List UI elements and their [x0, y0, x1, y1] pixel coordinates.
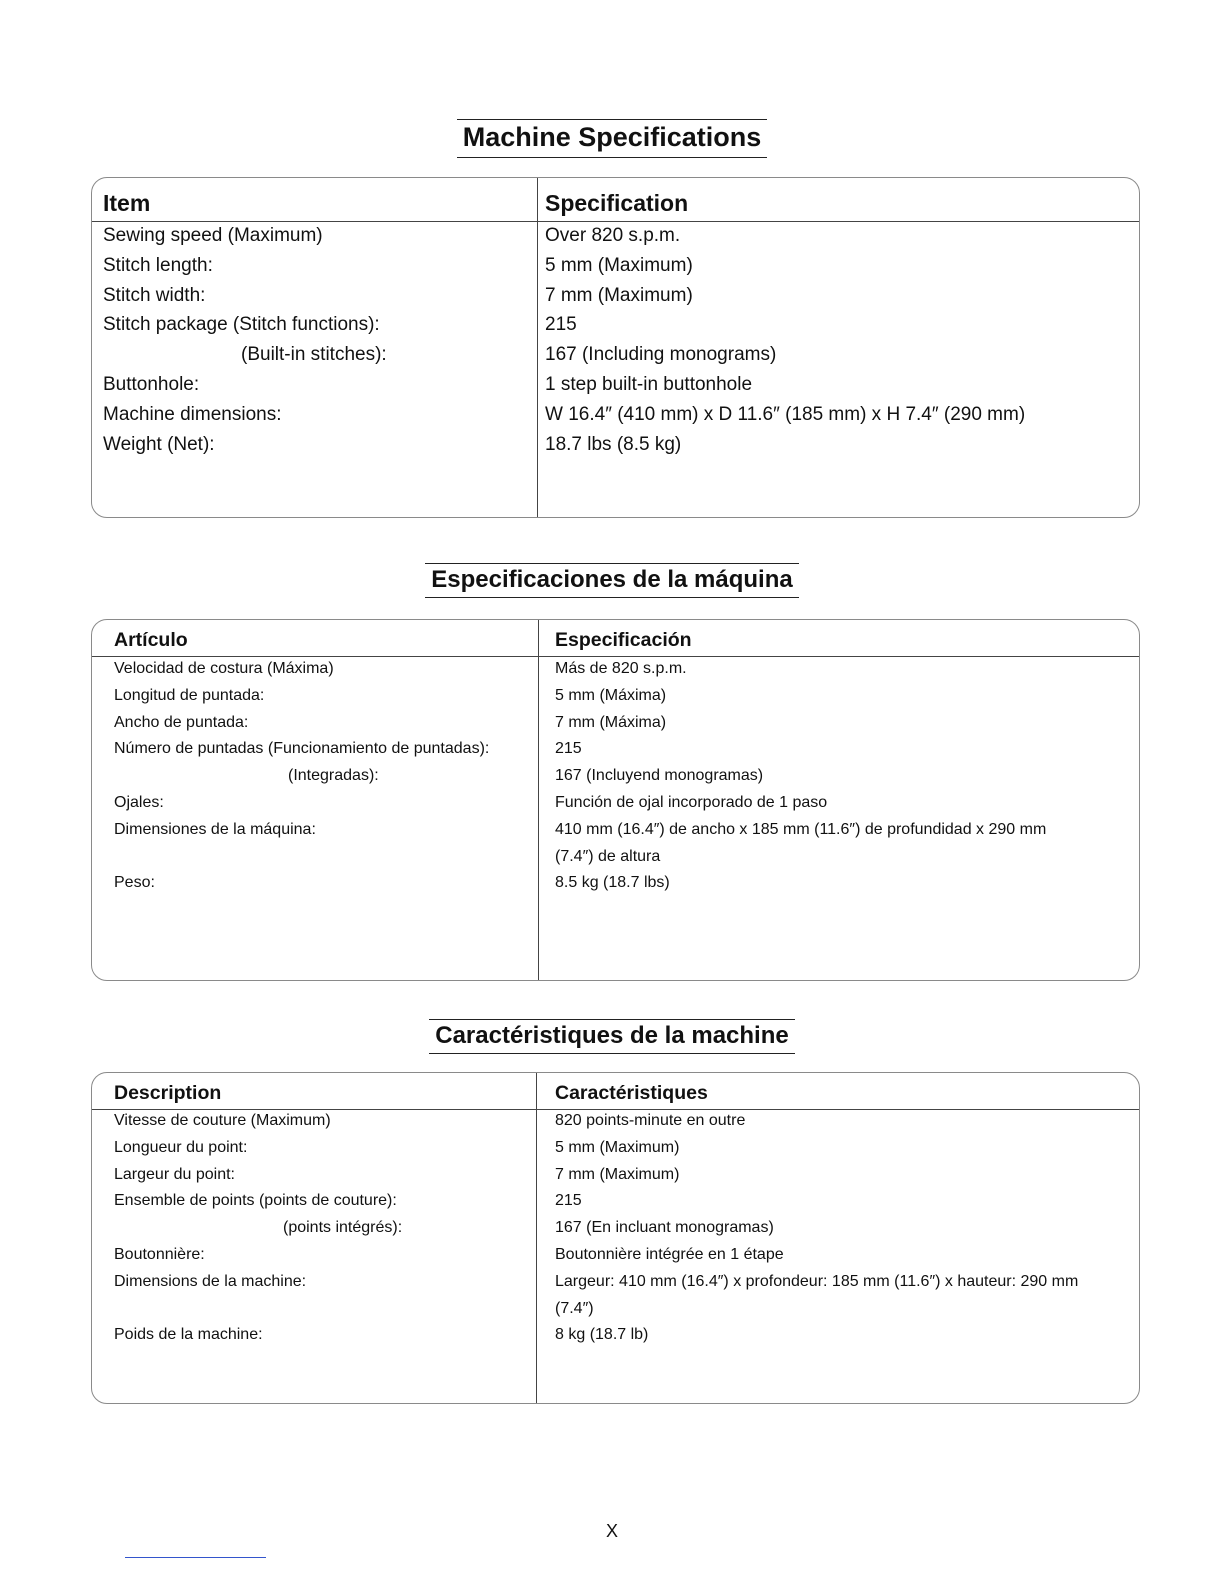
header-item: Item — [103, 190, 151, 216]
page-number: X — [605, 1521, 618, 1541]
table-row — [92, 255, 1139, 285]
row-spec-value: 215 — [545, 314, 577, 336]
row-spec-value: 167 (Including monograms) — [545, 344, 777, 366]
table-row — [92, 660, 1139, 687]
row-item-label: Sewing speed (Maximum) — [103, 225, 323, 246]
row-item-label: Longueur du point: — [114, 1138, 248, 1156]
row-spec-value: 167 (Incluyend monogramas) — [555, 767, 764, 785]
row-spec-value: Más de 820 s.p.m. — [555, 660, 687, 677]
table-row — [92, 1273, 1139, 1300]
table-row — [92, 404, 1139, 434]
row-spec-value: 8.5 kg (18.7 lbs) — [555, 874, 670, 892]
header-specification: Especificación — [555, 629, 692, 651]
table-row — [92, 714, 1139, 741]
table-row — [92, 1219, 1139, 1246]
section-title-text: Caractéristiques de la machine — [429, 1019, 794, 1054]
row-item-label: (points intégrés): — [283, 1219, 403, 1237]
row-spec-value: 18.7 lbs (8.5 kg) — [545, 433, 682, 455]
table-row — [92, 285, 1139, 315]
row-spec-value: 167 (En incluant monogramas) — [555, 1219, 774, 1237]
section-title-spanish — [0, 563, 1224, 598]
row-spec-value: (7.4″) de altura — [555, 847, 661, 865]
table-row — [92, 1246, 1139, 1273]
row-spec-value: 215 — [555, 1192, 582, 1210]
row-spec-value: 5 mm (Maximum) — [555, 1138, 680, 1156]
spec-table-english — [91, 177, 1140, 518]
row-spec-value: 7 mm (Maximum) — [545, 284, 693, 306]
row-item-label: Velocidad de costura (Máxima) — [114, 660, 334, 677]
table-row — [92, 225, 1139, 255]
table-row — [92, 314, 1139, 344]
row-spec-value: 5 mm (Maximum) — [545, 254, 693, 276]
row-spec-value: 8 kg (18.7 lb) — [555, 1326, 649, 1344]
row-spec-value: 5 mm (Máxima) — [555, 686, 667, 704]
row-item-label: Weight (Net): — [103, 433, 215, 455]
section-title-french — [0, 1019, 1224, 1054]
table-row — [92, 740, 1139, 767]
row-item-label: Peso: — [114, 874, 155, 892]
table-row — [92, 1192, 1139, 1219]
row-item-label: Dimensiones de la máquina: — [114, 820, 316, 838]
table-row — [92, 1300, 1139, 1327]
footer-rule — [125, 1557, 266, 1558]
header-item: Artículo — [114, 629, 188, 651]
table-row — [92, 848, 1139, 875]
row-item-label: (Integradas): — [288, 767, 379, 785]
row-item-label: Machine dimensions: — [103, 403, 282, 425]
table-row — [92, 794, 1139, 821]
table-body — [92, 1110, 1139, 1353]
spec-table-spanish — [91, 619, 1140, 981]
section-title-text: Machine Specifications — [457, 119, 768, 158]
section-title-text: Especificaciones de la máquina — [425, 563, 798, 598]
table-row — [92, 434, 1139, 464]
spec-table-french — [91, 1072, 1140, 1404]
row-item-label: Ojales: — [114, 793, 164, 811]
header-specification: Specification — [545, 190, 689, 216]
row-item-label: Stitch length: — [103, 254, 213, 276]
table-row — [92, 687, 1139, 714]
row-item-label: Stitch width: — [103, 284, 206, 306]
section-title-english — [0, 119, 1224, 158]
table-row — [92, 874, 1139, 901]
row-spec-value: Boutonnière intégrée en 1 étape — [555, 1245, 784, 1263]
table-body — [92, 222, 1139, 463]
table-row — [92, 374, 1139, 404]
row-item-label: Vitesse de couture (Maximum) — [114, 1112, 331, 1129]
table-row — [92, 1112, 1139, 1139]
row-item-label: Boutonnière: — [114, 1245, 205, 1263]
table-row — [92, 767, 1139, 794]
row-item-label: Poids de la machine: — [114, 1326, 263, 1344]
row-item-label: Número de puntadas (Funcionamiento de puntadas): — [114, 740, 490, 758]
row-spec-value: 410 mm (16.4″) de ancho x 185 mm (11.6″) de profundidad x 290 mm — [555, 820, 1047, 838]
row-spec-value: Función de ojal incorporado de 1 paso — [555, 793, 828, 811]
row-item-label: Stitch package (Stitch functions): — [103, 314, 380, 336]
row-item-label: Longitud de puntada: — [114, 686, 265, 704]
table-header — [92, 620, 1139, 657]
header-item: Description — [114, 1082, 222, 1104]
row-spec-value: Over 820 s.p.m. — [545, 225, 681, 246]
row-spec-value: 7 mm (Máxima) — [555, 713, 667, 731]
row-item-label: Dimensions de la machine: — [114, 1272, 307, 1290]
table-row — [92, 1166, 1139, 1193]
row-item-label: Ancho de puntada: — [114, 713, 249, 731]
row-spec-value: 7 mm (Maximum) — [555, 1165, 680, 1183]
table-header — [92, 1073, 1139, 1110]
row-item-label: Buttonhole: — [103, 373, 200, 395]
row-item-label: (Built-in stitches): — [241, 344, 387, 366]
row-item-label: Ensemble de points (points de couture): — [114, 1192, 397, 1210]
row-item-label: Largeur du point: — [114, 1165, 235, 1183]
table-body — [92, 657, 1139, 901]
row-spec-value: 1 step built-in buttonhole — [545, 373, 753, 395]
table-row — [92, 1139, 1139, 1166]
row-spec-value: Largeur: 410 mm (16.4″) x profondeur: 185 mm (11.6″) x hauteur: 290 mm — [555, 1272, 1079, 1290]
table-header — [92, 178, 1139, 222]
row-spec-value: 820 points-minute en outre — [555, 1112, 746, 1129]
table-row — [92, 1326, 1139, 1353]
table-row — [92, 821, 1139, 848]
row-spec-value: (7.4″) — [555, 1299, 594, 1317]
row-spec-value: 215 — [555, 740, 582, 758]
header-specification: Caractéristiques — [555, 1082, 708, 1104]
row-spec-value: W 16.4″ (410 mm) x D 11.6″ (185 mm) x H 7.4″ (290 mm) — [545, 403, 1026, 425]
table-row — [92, 344, 1139, 374]
